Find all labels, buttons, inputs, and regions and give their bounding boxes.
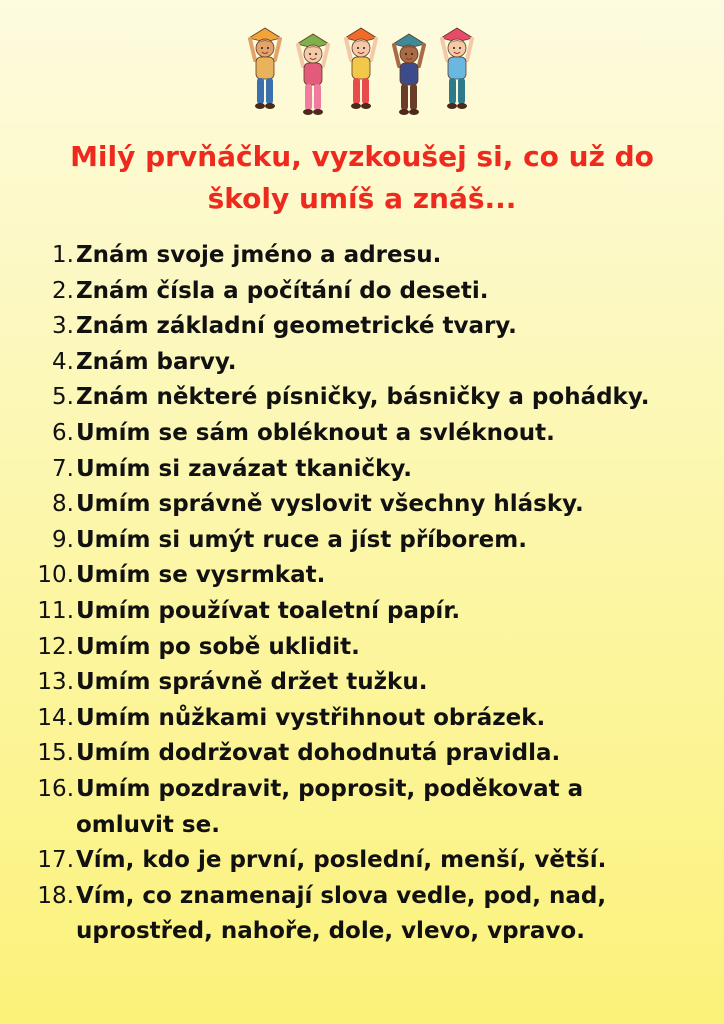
item-number: 17. <box>37 847 74 874</box>
item-number: 8. <box>52 491 74 518</box>
list-item <box>0 452 724 488</box>
item-text: Umím se vysrmkat. <box>76 562 326 589</box>
item-text: Umím si zavázat tkaničky. <box>76 455 413 482</box>
list-item <box>0 238 724 274</box>
list-item <box>0 736 724 772</box>
children-with-books-icon <box>0 22 724 122</box>
list-item <box>0 843 724 879</box>
list-item <box>0 274 724 310</box>
list-item <box>0 701 724 737</box>
checklist <box>0 238 724 950</box>
child-figure <box>441 28 473 109</box>
list-item <box>0 772 724 843</box>
page-title <box>0 136 724 220</box>
title-line-2: školy umíš a znáš... <box>207 182 517 215</box>
item-text: Vím, co znamenají slova vedle, pod, nad, uprostřed, nahoře, dole, vlevo, vpravo. <box>76 882 607 945</box>
list-item <box>0 558 724 594</box>
item-text: Umím nůžkami vystřihnout obrázek. <box>76 704 546 731</box>
list-item <box>0 630 724 666</box>
item-number: 6. <box>52 419 74 446</box>
child-figure <box>345 28 377 109</box>
list-item <box>0 879 724 950</box>
list-item <box>0 309 724 345</box>
item-number: 18. <box>37 882 74 909</box>
child-figure <box>249 28 281 109</box>
item-number: 14. <box>37 704 74 731</box>
item-text: Umím správně držet tužku. <box>76 669 428 696</box>
list-item <box>0 665 724 701</box>
item-text: Umím po sobě uklidit. <box>76 633 360 660</box>
item-number: 4. <box>52 348 74 375</box>
list-item <box>0 523 724 559</box>
item-number: 11. <box>37 597 74 624</box>
item-text: Znám základní geometrické tvary. <box>76 313 517 340</box>
list-item <box>0 345 724 381</box>
item-number: 7. <box>52 455 74 482</box>
item-text: Umím pozdravit, poprosit, poděkovat a omluvit se. <box>76 775 584 838</box>
child-figure <box>393 34 425 115</box>
item-text: Znám svoje jméno a adresu. <box>76 242 442 268</box>
title-line-1: Milý prvňáčku, vyzkoušej si, co už do <box>70 140 654 173</box>
item-text: Umím dodržovat dohodnutá pravidla. <box>76 740 561 767</box>
item-text: Znám čísla a počítání do deseti. <box>76 277 489 304</box>
list-item <box>0 416 724 452</box>
item-number: 3. <box>52 313 74 340</box>
item-number: 16. <box>37 775 74 802</box>
item-text: Znám barvy. <box>76 348 237 375</box>
item-text: Umím používat toaletní papír. <box>76 597 461 624</box>
item-number: 2. <box>52 277 74 304</box>
item-text: Umím se sám obléknout a svléknout. <box>76 419 555 446</box>
item-number: 10. <box>37 562 74 589</box>
item-text: Umím správně vyslovit všechny hlásky. <box>76 491 584 518</box>
children-illustration <box>237 22 487 122</box>
item-text: Umím si umýt ruce a jíst příborem. <box>76 526 527 553</box>
item-number: 1. <box>52 242 74 268</box>
list-item <box>0 380 724 416</box>
list-item <box>0 487 724 523</box>
item-text: Znám některé písničky, básničky a pohádky. <box>76 384 650 411</box>
item-number: 12. <box>37 633 74 660</box>
list-item <box>0 594 724 630</box>
child-figure <box>297 34 329 115</box>
item-number: 15. <box>37 740 74 767</box>
item-text: Vím, kdo je první, poslední, menší, větší. <box>76 847 607 874</box>
item-number: 9. <box>52 526 74 553</box>
item-number: 13. <box>37 669 74 696</box>
item-number: 5. <box>52 384 74 411</box>
